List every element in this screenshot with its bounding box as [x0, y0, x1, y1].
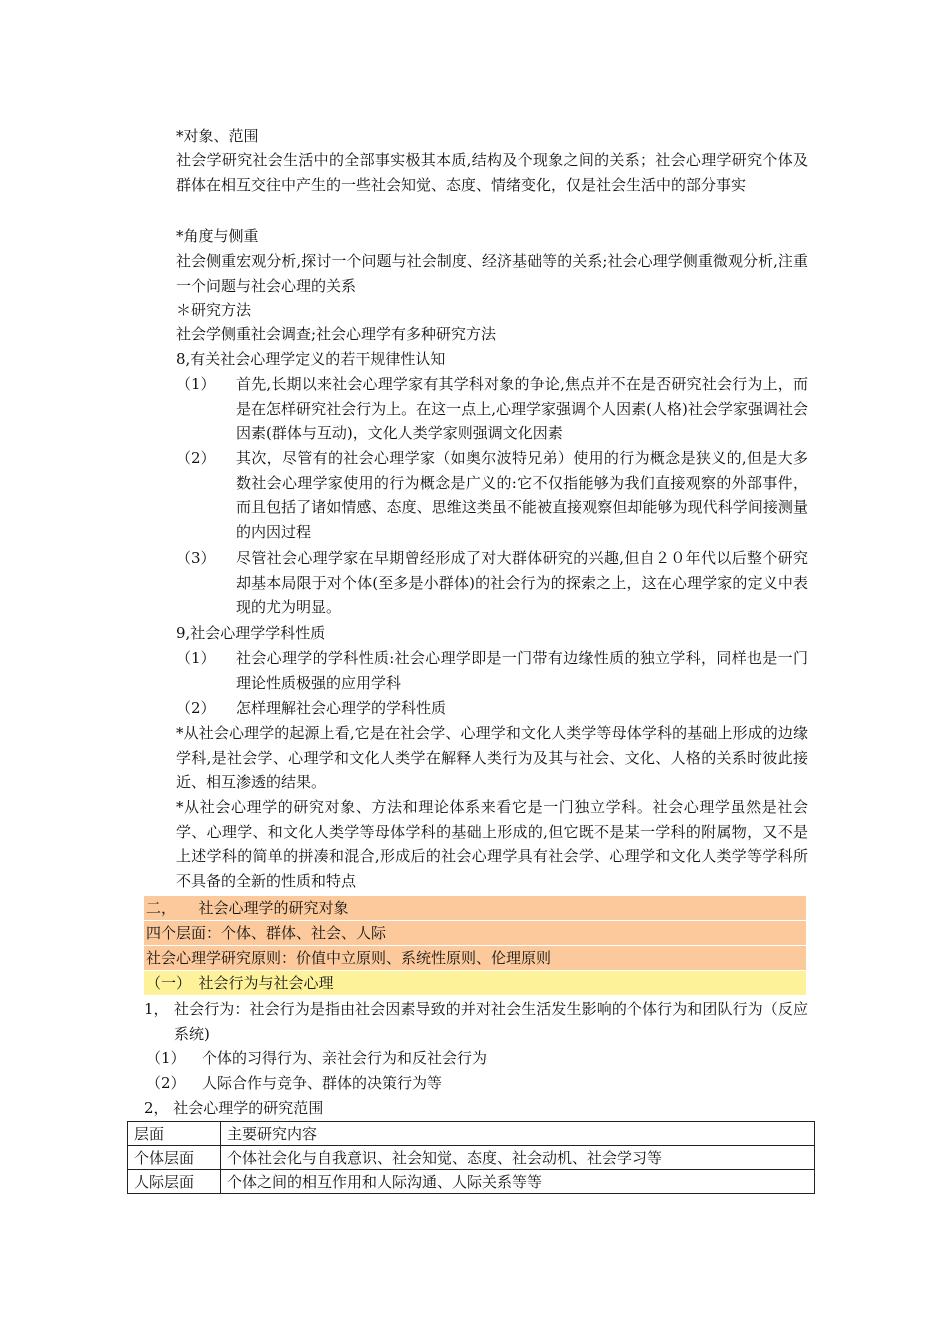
s8-item-1	[176, 372, 808, 446]
item-number: 1，	[144, 1000, 169, 1018]
table-cell: 个体层面	[128, 1146, 221, 1170]
s8-item-num: （3）	[176, 549, 216, 567]
numbered-item-1	[144, 997, 808, 1047]
table-header-row	[128, 1122, 815, 1146]
table-row	[128, 1146, 815, 1170]
research-scope-table	[127, 1121, 815, 1194]
s8-item-num: （2）	[176, 449, 216, 467]
s9-paragraph-1: *从社会心理学的起源上看,它是在社会学、心理学和文化人类学等母体学科的基础上形成的边缘学科,是社会学、心理学和文化人类学在解释人类行为及其与社会、文化、人格的关系时彼此接近、相互渗透的结果。	[176, 724, 808, 791]
s9-item-num: （2）	[176, 699, 216, 717]
p2-heading: *角度与侧重	[176, 227, 259, 245]
section-2-title: 二， 社会心理学的研究对象	[146, 899, 349, 917]
n1-sub-item-1	[146, 1046, 808, 1070]
numbered-item-2: 2， 社会心理学的研究范围	[144, 1099, 324, 1117]
p2-body: 社会侧重宏观分析,探讨一个问题与社会制度、经济基础等的关系;社会心理学侧重微观分析,注重一个问题与社会心理的关系	[176, 252, 808, 295]
highlight-section-2-title	[144, 896, 806, 920]
principles-text: 社会心理学研究原则：价值中立原则、系统性原则、伦理原则	[146, 949, 552, 967]
p3-body: 社会学侧重社会调查;社会心理学有多种研究方法	[176, 325, 497, 343]
highlight-subsection-1	[144, 971, 806, 995]
s8-item-text: 首先,长期以来社会心理学家有其学科对象的争论,焦点并不在是否研究社会行为上，而是在怎样研究社会行为上。在这一点上,心理学家强调个人因素(人格)社会学家强调社会因素(群体与互动)，文化人类学家则强调文化因素	[236, 375, 808, 442]
highlight-four-levels	[144, 921, 806, 945]
s8-item-text: 其次，尽管有的社会心理学家（如奥尔波特兄弟）使用的行为概念是狭义的,但是大多数社会心理学家使用的行为概念是广义的:它不仅指能够为我们直接观察的外部事件，而且包括了诸如情感、态度、思维这类虽不能被直接观察但却能够为现代科学间接测量的内因过程	[236, 449, 808, 541]
sub-item-text: 人际合作与竞争、群体的决策行为等	[202, 1074, 443, 1092]
s9-item-text: 社会心理学的学科性质:社会心理学即是一门带有边缘性质的独立学科，同样也是一门理论性质极强的应用学科	[236, 649, 808, 692]
p1-body: 社会学研究社会生活中的全部事实极其本质,结构及个现象之间的关系；社会心理学研究个体及群体在相互交往中产生的一些社会知觉、态度、情绪变化，仅是社会生活中的部分事实	[176, 151, 808, 194]
highlight-principles	[144, 946, 806, 970]
table-cell: 人际层面	[128, 1170, 221, 1194]
s9-item-num: （1）	[176, 649, 216, 667]
sub-item-num: （1）	[146, 1049, 186, 1067]
sub-item-text: 个体的习得行为、亲社会行为和反社会行为	[202, 1049, 488, 1067]
s8-item-text: 尽管社会心理学家在早期曾经形成了对大群体研究的兴趣,但自２０年代以后整个研究却基本局限于对个体(至多是小群体)的社会行为的探索之上，这在心理学家的定义中表现的尤为明显。	[236, 549, 808, 616]
p3-heading: ＊研究方法	[176, 301, 252, 319]
table-header-cell: 主要研究内容	[221, 1122, 815, 1146]
table-header-cell: 层面	[128, 1122, 221, 1146]
sub-item-num: （2）	[146, 1074, 186, 1092]
table-row	[128, 1170, 815, 1194]
four-levels-text: 四个层面：个体、群体、社会、人际	[146, 924, 387, 942]
s8-item-2	[176, 446, 808, 546]
section-9-title: 9,社会心理学学科性质	[176, 624, 326, 642]
s9-item-1	[176, 646, 808, 696]
s9-item-text: 怎样理解社会心理学的学科性质	[236, 699, 447, 717]
n1-sub-item-2	[146, 1071, 808, 1095]
p1-heading: *对象、范围	[176, 127, 259, 145]
item-text: 社会行为：社会行为是指由社会因素导致的并对社会生活发生影响的个体行为和团队行为（反应系统)	[174, 1000, 808, 1043]
s8-item-num: （1）	[176, 375, 216, 393]
section-8-title: 8,有关社会心理学定义的若干规律性认知	[176, 350, 446, 368]
s9-item-2	[176, 696, 808, 720]
subsection-1-title: （一） 社会行为与社会心理	[146, 974, 334, 992]
table-cell: 个体之间的相互作用和人际沟通、人际关系等等	[221, 1170, 815, 1194]
s9-paragraph-2: *从社会心理学的研究对象、方法和理论体系来看它是一门独立学科。社会心理学虽然是社会学、心理学、和文化人类学等母体学科的基础上形成的,但它既不是某一学科的附属物，又不是上述学科的简单的拼凑和混合,形成后的社会心理学具有社会学、心理学和文化人类学等学科所不具备的全新的性质和特点	[176, 798, 808, 890]
table-cell: 个体社会化与自我意识、社会知觉、态度、社会动机、社会学习等	[221, 1146, 815, 1170]
s8-item-3	[176, 546, 808, 620]
